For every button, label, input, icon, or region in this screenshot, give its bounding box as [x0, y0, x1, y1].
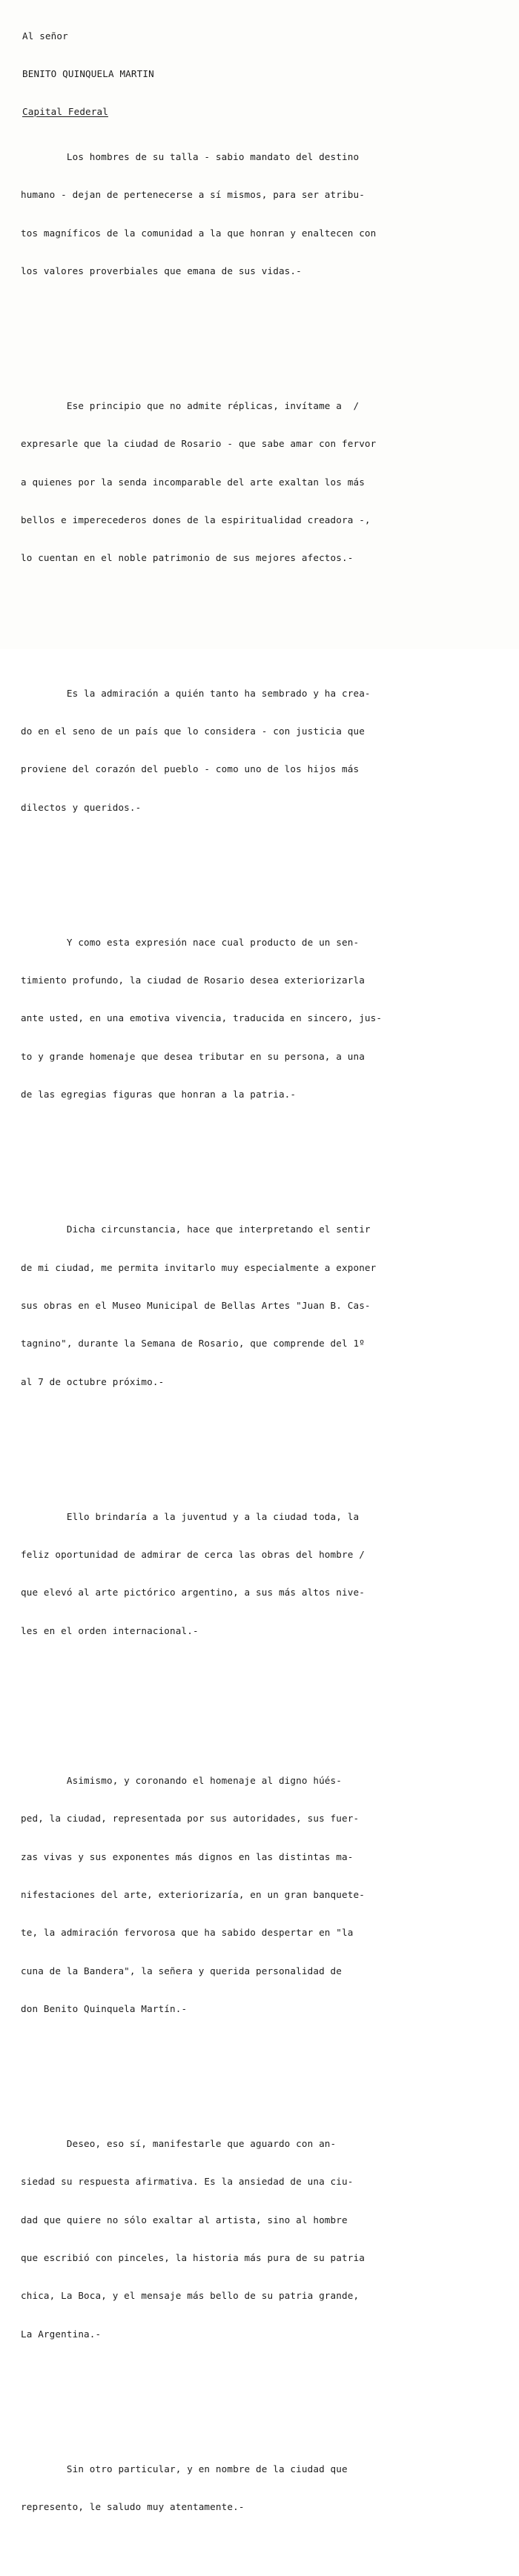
letter-body	[21, 87, 382, 2576]
paragraph-line: don Benito Quinquela Martín.-	[21, 2002, 188, 2014]
paragraph-line: Es la admiración a quién tanto ha sembrado y ha crea-	[21, 687, 371, 699]
paragraph-line: al 7 de octubre próximo.-	[21, 1375, 165, 1387]
paragraph-line: de las egregias figuras que honran a la patria.-	[21, 1089, 297, 1101]
paragraph-line: que escribió con pinceles, la historia más pura de su patria	[21, 2251, 365, 2263]
paragraph-line: los valores proverbiales que emana de sus vidas.-	[21, 265, 302, 276]
paragraph-line: dilectos y queridos.-	[21, 801, 142, 813]
addressee-salutation: Al señor	[22, 30, 68, 42]
paragraph-line: Sin otro particular, y en nombre de la ciudad que	[21, 2463, 348, 2474]
paragraph-line: te, la admiración fervorosa que ha sabido despertar en "la	[21, 1927, 354, 1939]
paragraph-line: to y grande homenaje que desea tributar en su persona, a una	[21, 1050, 365, 1062]
paragraph-line: La Argentina.-	[21, 2328, 102, 2340]
paragraph-line: feliz oportunidad de admirar de cerca las obras del hombre /	[21, 1549, 365, 1561]
paragraph-line: proviene del corazón del pueblo - como uno de los hijos más	[21, 763, 360, 775]
paragraph-line: de mi ciudad, me permita invitarlo muy especialmente a exponer	[21, 1261, 377, 1273]
paragraph-line: represento, le saludo muy atentamente.-	[21, 2501, 245, 2513]
paragraph-line: tos magníficos de la comunidad a la que honran y enaltecen con	[21, 227, 377, 239]
addressee-location: Capital Federal	[22, 106, 108, 117]
paragraph-9	[21, 2437, 382, 2539]
paragraph-line: chica, La Boca, y el mensaje más bello de su patria grande,	[21, 2290, 360, 2302]
paragraph-2	[21, 374, 382, 589]
paragraph-line: lo cuentan en el noble patrimonio de sus mejores afectos.-	[21, 552, 354, 564]
addressee-name: BENITO QUINQUELA MARTIN	[22, 68, 154, 79]
paragraph-line: siedad su respuesta afirmativa. Es la ansiedad de una ciu-	[21, 2176, 354, 2188]
paragraph-line: zas vivas y sus exponentes más dignos en las distintas ma-	[21, 1850, 354, 1862]
paragraph-line: Dicha circunstancia, hace que interpretando el sentir	[21, 1224, 371, 1235]
paragraph-line: cuna de la Bandera", la señera y querida personalidad de	[21, 1965, 342, 1976]
paragraph-7	[21, 1749, 382, 2040]
paragraph-3	[21, 662, 382, 839]
paragraph-line: humano - dejan de pertenecerse a sí mismos, para ser atribu-	[21, 189, 365, 201]
paragraph-1	[21, 125, 382, 302]
paragraph-line: Asimismo, y coronando el homenaje al digno húés-	[21, 1775, 342, 1787]
paragraph-line: Deseo, eso sí, manifestarle que aguardo con an-	[21, 2138, 337, 2150]
paragraph-line: nifestaciones del arte, exteriorizaría, en un gran banquete-	[21, 1888, 365, 1900]
paragraph-line: dad que quiere no sólo exaltar al artista, sino al hombre	[21, 2214, 348, 2225]
paragraph-line: expresarle que la ciudad de Rosario - que sabe amar con fervor	[21, 438, 377, 450]
paragraph-line: timiento profundo, la ciudad de Rosario desea exteriorizarla	[21, 975, 365, 986]
paragraph-line: do en el seno de un país que lo considera - con justicia que	[21, 725, 365, 737]
paragraph-line: a quienes por la senda incomparable del arte exaltan los más	[21, 476, 365, 488]
paragraph-8	[21, 2112, 382, 2366]
paragraph-line: ped, la ciudad, representada por sus autoridades, sus fuer-	[21, 1813, 360, 1825]
paragraph-line: ante usted, en una emotiva vivencia, traducida en sincero, jus-	[21, 1012, 383, 1024]
paragraph-line: bellos e imperecederos dones de la espiritualidad creadora -,	[21, 514, 371, 526]
paragraph-line: les en el orden internacional.-	[21, 1624, 199, 1636]
paragraph-line: Y como esta expresión nace cual producto de un sen-	[21, 936, 360, 948]
paragraph-line: que elevó al arte pictórico argentino, a sus más altos nive-	[21, 1587, 365, 1599]
paragraph-line: sus obras en el Museo Municipal de Bellas Artes "Juan B. Cas-	[21, 1299, 371, 1311]
paragraph-5	[21, 1198, 382, 1413]
paragraph-6	[21, 1485, 382, 1662]
paragraph-line: Ese principio que no admite réplicas, invítame a /	[21, 400, 360, 412]
paragraph-line: Los hombres de su talla - sabio mandato del destino	[21, 151, 360, 162]
paragraph-line: Ello brindaría a la juventud y a la ciudad toda, la	[21, 1510, 360, 1522]
paragraph-line: tagnino", durante la Semana de Rosario, que comprende del 1º	[21, 1338, 365, 1350]
paragraph-4	[21, 911, 382, 1126]
